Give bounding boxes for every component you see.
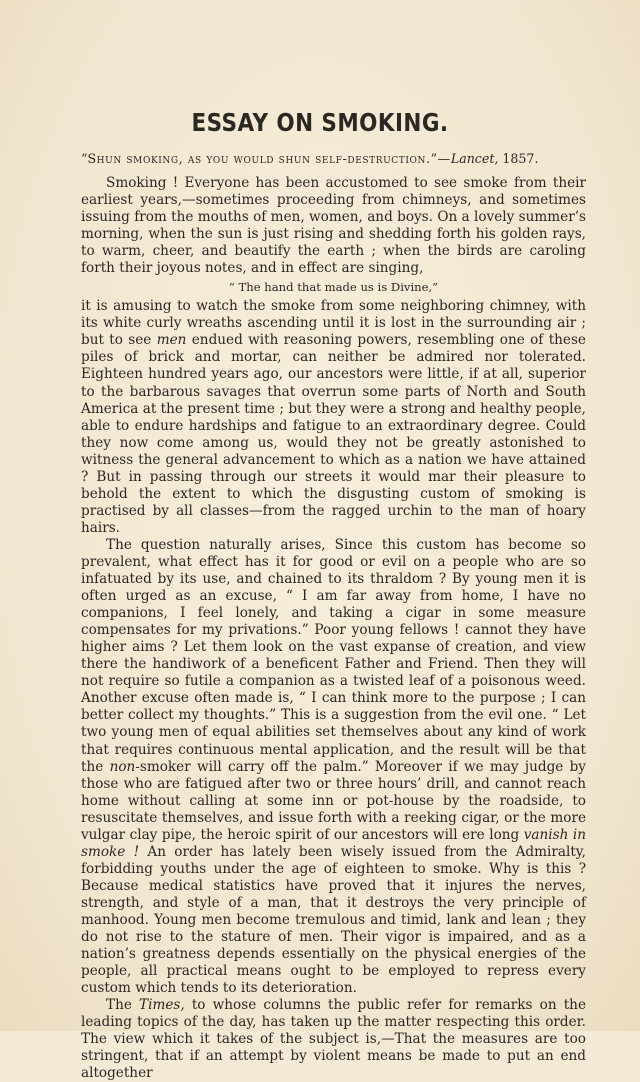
epigraph [81,151,586,167]
paragraph-3-emphasis-1: non [109,758,136,775]
essay-body [81,175,586,1082]
epigraph-year: 1857. [498,151,539,166]
paragraph-4-emphasis: Times, [139,997,185,1014]
paragraph-2-a: it is amusing to watch the smoke from some neighboring chimney, with its white curly wreaths ascending until it is lost in the surrounding air ; but to see [81,298,586,349]
paragraph-2-b: endued with reasoning powers, resembling one of these piles of brick and mortar, can neither be admired nor tolerated. Eighteen hundred years ago, our ancestors were little, if at all, superior to the barbarous savages that overrun some parts of North and South America at the present time ; but they were a strong and healthy people, able to endure hardships and fatigue to an extraordinary degree. Could they now come among us, would they not be greatly astonished to witness the general advancement to which as a nation we have attained ? But in passing through our streets it would mar their pleasure to behold the extent to which the disgusting custom of smoking is practised by all classes—from the ragged urchin to the man of hoary hairs. [81,332,586,536]
paragraph-1: Smoking ! Everyone has been accustomed to see smoke from their earliest years,—sometimes proceeding from chimneys, and sometimes issuing from the mouths of men, women, and boys. On a lovely summer’s morning, when the sun is just rising and shedding forth his golden rays, to warm, cheer, and beautify the earth ; when the birds are caroling forth their joyous notes, and in effect are singing, [81,175,586,277]
paragraph-4 [81,997,586,1082]
paragraph-3-emphasis-2: vanish in smoke ! [81,826,586,860]
paragraph-3-c: An order has lately been wisely issued from the Admiralty, forbidding youths under the age of eighteen to smoke. Why is this ? Because medical statistics have proved that it injures the nerves, strength, and style of a man, that it destroys the very principle of manhood. Young men become tremulous and timid, lank and lean ; they do not rise to the stature of men. Their vigor is impaired, and as a nation’s greatness depends essentially on the physical energies of the people, all practical means ought to be employed to repress every custom which tends to its deterioration. [81,843,586,997]
epigraph-open-quote: “ [81,151,88,166]
quote-line: “ The hand that made us is Divine,” [228,280,439,295]
epigraph-text: Shun smoking, as you would shun self-destruction.”— [87,151,451,166]
paragraph-3-a: The question naturally arises, Since this custom has become so prevalent, what effect has it for good or evil on a people who are so infatuated by its use, and chained to its thraldom ? By young men it is often urged as an excuse, “ I am far away from home, I have no companions, I feel lonely, and taking a cigar in some measure compensates for my privations.” Poor young fellows ! cannot they have higher aims ? Let them look on the vast expanse of creation, and view there the handiwork of a beneficent Father and Friend. Then they will not require so futile a companion as a twisted leaf of a poisonous weed. Another excuse often made is, “ I can think more to the purpose ; I can better collect my thoughts.” This is a suggestion from the evil one. “ Let two young men of equal abilities set themselves about any kind of work that requires continuous mental application, and the result will be that the [81,536,586,775]
paragraph-3 [81,537,586,997]
paragraph-4-a: The [106,997,140,1014]
paragraph-2-emphasis: men [156,332,187,349]
epigraph-source: Lancet, [450,151,499,166]
essay-title: ESSAY ON SMOKING. [191,108,449,137]
paragraph-3-b: -smoker will carry off the palm.” Moreover if we may judge by those who are fatigued after two or three hours’ drill, and cannot reach home without calling at some inn or pot-house by the roadside, to resuscitate themselves, and issue forth with a reeking cigar, or the more vulgar clay pipe, the heroic spirit of our ancestors will ere long [81,758,586,843]
paragraph-2 [81,298,586,537]
paragraph-4-b: to whose columns the public refer for remarks on the leading topics of the day, has taken up the matter respecting this order. The view which it takes of the subject is,—That the measures are too stringent, that if an attempt by violent means be made to put an end altogether [81,997,586,1082]
